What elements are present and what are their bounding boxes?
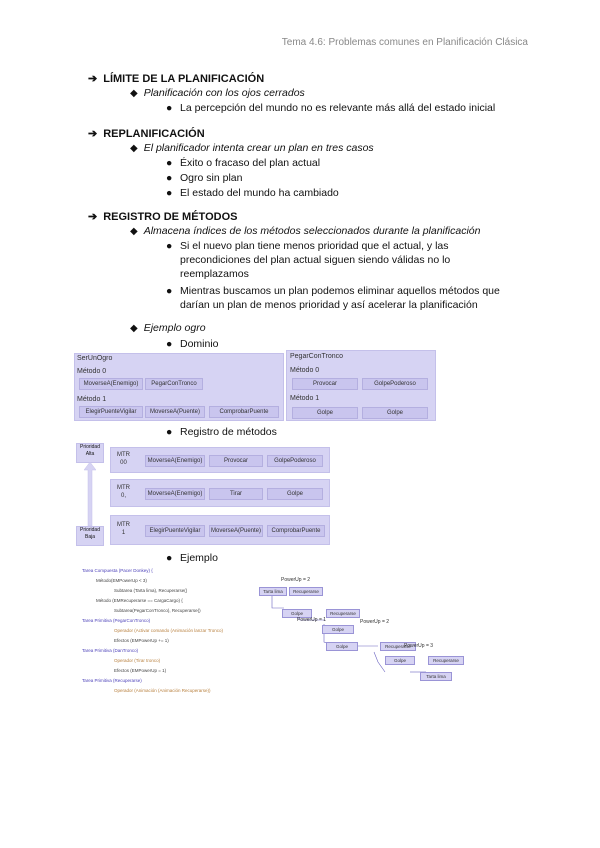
dot-icon: ● [166,285,173,297]
task-chip: GolpePoderoso [362,378,428,390]
code-line: Subtarea(PegarConTronco), Recuperarse() [114,608,201,613]
tree-node: Golpe [322,625,354,634]
code-line: Efectos (EMPowerUp = 1) [114,668,167,673]
list-item [166,101,546,115]
task-chip: Golpe [292,407,358,419]
row-label-line: 0, [120,493,126,499]
task-chip: MoverseA(Enemigo) [79,378,143,390]
task-chip: ElegirPuenteVigilar [145,525,205,537]
row-label-line: MTR [117,522,130,528]
list-item-line: reemplazamos [180,268,249,280]
list-item-text: Registro de métodos [180,426,277,438]
heading-text: REPLANIFICACIÓN [103,128,205,140]
list-item [166,239,546,281]
dot-icon: ● [166,157,173,169]
priority-high-label [76,443,104,463]
state-label: PowerUp = 1 [297,617,327,623]
priority-low-label [76,526,104,546]
diamond-icon: ◆ [130,143,138,154]
priority-word: Prioridad [79,444,100,450]
list-item-text: Dominio [180,338,219,350]
state-label: PowerUp = 2 [360,619,390,625]
code-line: Tarea Primitiva (DanTronco) [82,648,139,653]
code-line: Tarea Primitiva (PegarConTronco) [82,618,151,623]
list-item [166,425,277,439]
code-line: Método (EMRecuperarse == CargaCargo) { [96,598,183,603]
list-item [166,337,219,351]
task-chip: MoverseA(Puente) [209,525,263,537]
row-label [117,451,130,467]
diamond-icon: ◆ [130,226,138,237]
list-item-line: precondiciones del plan actual siguen siendo válidas no lo [180,254,451,266]
row-label [117,521,130,537]
tree-node: Tarta lima [420,672,452,681]
list-item [166,156,546,170]
list-item [166,551,218,565]
dot-icon: ● [166,102,173,114]
code-line: Operador (Activar comando (Animación lanzar Tronco) [114,628,224,633]
list-item-text: Ogro sin plan [180,172,243,184]
method-label: Método 1 [77,396,107,403]
task-chip: Provocar [292,378,358,390]
registro-row [110,447,330,473]
dominio-left-box [74,353,284,421]
dot-icon: ● [166,426,173,438]
section-heading-registro [88,210,237,223]
section-heading-limite [88,72,264,85]
tree-node: Recuperarse [380,642,416,651]
subpoint-registro [130,225,481,237]
subpoint-text: Ejemplo ogro [143,322,206,334]
row-label-line: 00 [120,460,127,466]
page-header: Tema 4.6: Problemas comunes en Planificación Clásica [281,37,528,48]
tree-node: Golpe [326,642,358,651]
priority-word: Prioridad [79,527,100,533]
registro-row [110,479,330,507]
list-item-line: Si el nuevo plan tiene menos prioridad que el actual, y las [180,240,449,252]
tree-node: Golpe [282,609,312,618]
priority-level: Baja [84,534,95,540]
diamond-icon: ◆ [130,88,138,99]
code-line: Operador (Animación (Animación Recuperarse)) [114,688,211,693]
code-line: Tarea Primitiva (Recuperarse) [82,678,142,683]
arrow-icon: ➔ [88,211,98,223]
priority-arrow-icon [84,462,96,526]
list-item-text: Ejemplo [180,552,218,564]
row-label-line: 1 [121,530,126,536]
subpoint-ejemplo [130,322,206,334]
task-chip: ElegirPuenteVigilar [79,406,143,418]
state-label: PowerUp = 2 [281,577,311,583]
method-label: Método 0 [77,368,107,375]
subpoint-replan [130,142,374,154]
list-item-text: El estado del mundo ha cambiado [180,187,339,199]
task-chip: Tirar [209,488,263,500]
tree-node: Recuperarse [428,656,464,665]
task-chip: PegarConTronco [145,378,203,390]
task-chip: MoverseA(Enemigo) [145,488,205,500]
heading-text: LÍMITE DE LA PLANIFICACIÓN [103,73,265,85]
method-label: Método 1 [290,395,320,402]
registro-row [110,515,330,545]
code-line: Subtarea (Tarta lima), Recuperarse() [114,588,188,593]
tree-node: Recuperarse [289,587,323,596]
list-item-text: Éxito o fracaso del plan actual [180,157,321,169]
subpoint-text: El planificador intenta crear un plan en tres casos [143,142,374,154]
tree-node: Recuperarse [326,609,360,618]
task-chip: Golpe [267,488,323,500]
task-chip: MoverseA(Enemigo) [145,455,205,467]
arrow-icon: ➔ [88,128,98,140]
code-line: Efectos (EMPowerUp += 1) [114,638,169,643]
box-title: SerUnOgro [77,355,113,362]
arrow-icon: ➔ [88,73,98,85]
row-label [117,484,130,500]
task-chip: Golpe [362,407,428,419]
list-item-line: darían un plan de menos prioridad y así acelerar la planificación [180,299,478,311]
task-chip: Provocar [209,455,263,467]
subpoint-limite [130,87,305,99]
task-chip: GolpePoderoso [267,455,323,467]
row-label-line: MTR [117,452,130,458]
priority-level: Alta [85,451,95,457]
dominio-right-box [286,350,436,421]
tree-node: Golpe [385,656,415,665]
dot-icon: ● [166,172,173,184]
list-item-line: Mientras buscamos un plan podemos eliminar aquellos métodos que [180,285,500,297]
method-label: Método 0 [290,367,320,374]
diamond-icon: ◆ [130,323,138,334]
list-item-text: La percepción del mundo no es relevante más allá del estado inicial [180,102,496,114]
heading-text: REGISTRO DE MÉTODOS [103,211,238,223]
tree-node: Tarta lima [259,587,287,596]
task-chip: MoverseA(Puente) [145,406,205,418]
list-item [166,186,546,200]
list-item [166,171,546,185]
subpoint-text: Almacena índices de los métodos seleccionados durante la planificación [143,225,481,237]
dot-icon: ● [166,338,173,350]
code-line: Método(EMPowerUp < 3) [96,578,147,583]
code-line: Operador (Tirar tronco) [114,658,161,663]
box-title: PegarConTronco [290,353,344,360]
code-line: Tarea Compuesta (Pacer Donkey) { [82,568,153,573]
subpoint-text: Planificación con los ojos cerrados [143,87,305,99]
section-heading-replan [88,127,205,140]
dot-icon: ● [166,240,173,252]
row-label-line: MTR [117,485,130,491]
dot-icon: ● [166,552,173,564]
dot-icon: ● [166,187,173,199]
task-chip: ComprobarPuente [267,525,325,537]
task-chip: ComprobarPuente [209,406,279,418]
list-item [166,284,546,312]
state-label: PowerUp = 3 [404,643,434,649]
